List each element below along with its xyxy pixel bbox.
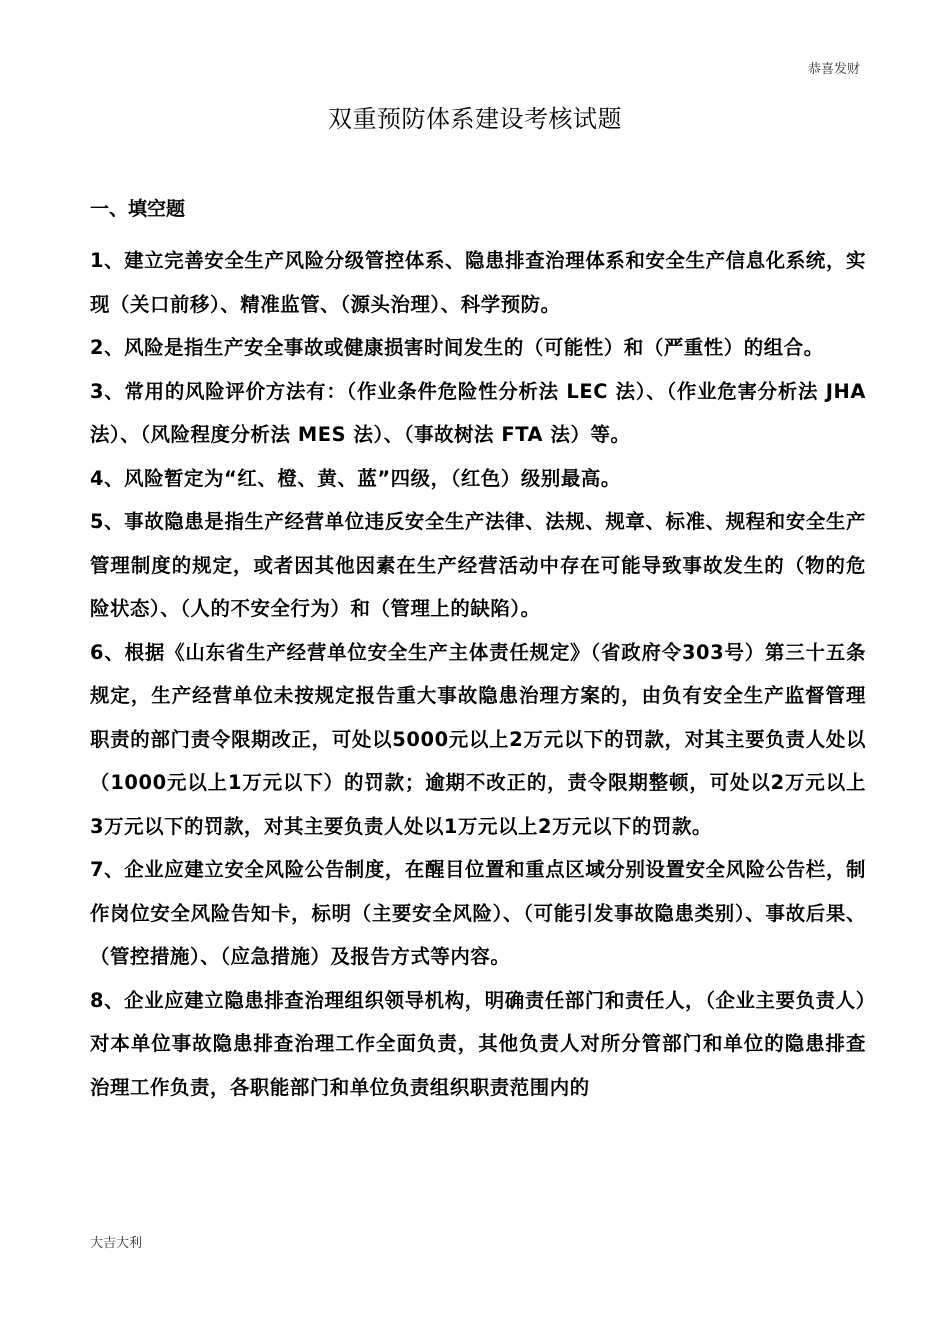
question-5: 5、事故隐患是指生产经营单位违反安全生产法律、法规、规章、标准、规程和安全生产管理制度的规定，或者因其他因素在生产经营活动中存在可能导致事故发生的（物的危险状态）、（人的不安全行为）和（管理上的缺陷）。 [90,510,866,620]
question-1: 1、建立完善安全生产风险分级管控体系、隐患排查治理体系和安全生产信息化系统，实现（关口前移）、精准监管、（源头治理）、科学预防。 [90,249,866,316]
question-2: 2、风险是指生产安全事故或健康损害时间发生的（可能性）和（严重性）的组合。 [90,336,824,359]
question-4: 4、风险暂定为“红、橙、黄、蓝”四级，（红色）级别最高。 [90,466,621,490]
page-header-note: 恭喜发财 [807,62,860,77]
question-8: 8、企业应建立隐患排查治理组织领导机构，明确责任部门和责任人，（企业主要负责人）对本单位事故隐患排查治理工作全面负责，其他负责人对所分管部门和单位的隐患排查治理工作负责，各职能部门和单位负责组织职责范围内的 [90,988,866,1099]
question-list [90,239,866,1109]
question-3: 3、常用的风险评价方法有：（作业条件危险性分析法 LEC 法）、（作业危害分析法 JHA 法）、（风险程度分析法 MES 法）、（事故树法 FTA 法）等。 [90,379,866,446]
document-title: 双重预防体系建设考核试题 [328,105,622,133]
question-6: 6、根据《山东省生产经营单位安全生产主体责任规定》（省政府令303号）第三十五条规定，生产经营单位未按规定报告重大事故隐患治理方案的，由负有安全生产监督管理职责的部门责令限期改正，可处以5000元以上2万元以下的罚款，对其主要负责人处以（1000元以上1万元以下）的罚款；逾期不改正的，责令限期整顿，可处以2万元以上3万元以下的罚款，对其主要负责人处以1万元以上2万元以下的罚款。 [90,640,866,838]
question-7: 7、企业应建立安全风险公告制度，在醒目位置和重点区域分别设置安全风险公告栏，制作岗位安全风险告知卡，标明（主要安全风险）、（可能引发事故隐患类别）、事故后果、（管控措施）、（应急措施）及报告方式等内容。 [90,858,866,968]
page-footer-note: 大吉大利 [90,1236,143,1251]
section-heading: 一、填空题 [90,198,186,220]
